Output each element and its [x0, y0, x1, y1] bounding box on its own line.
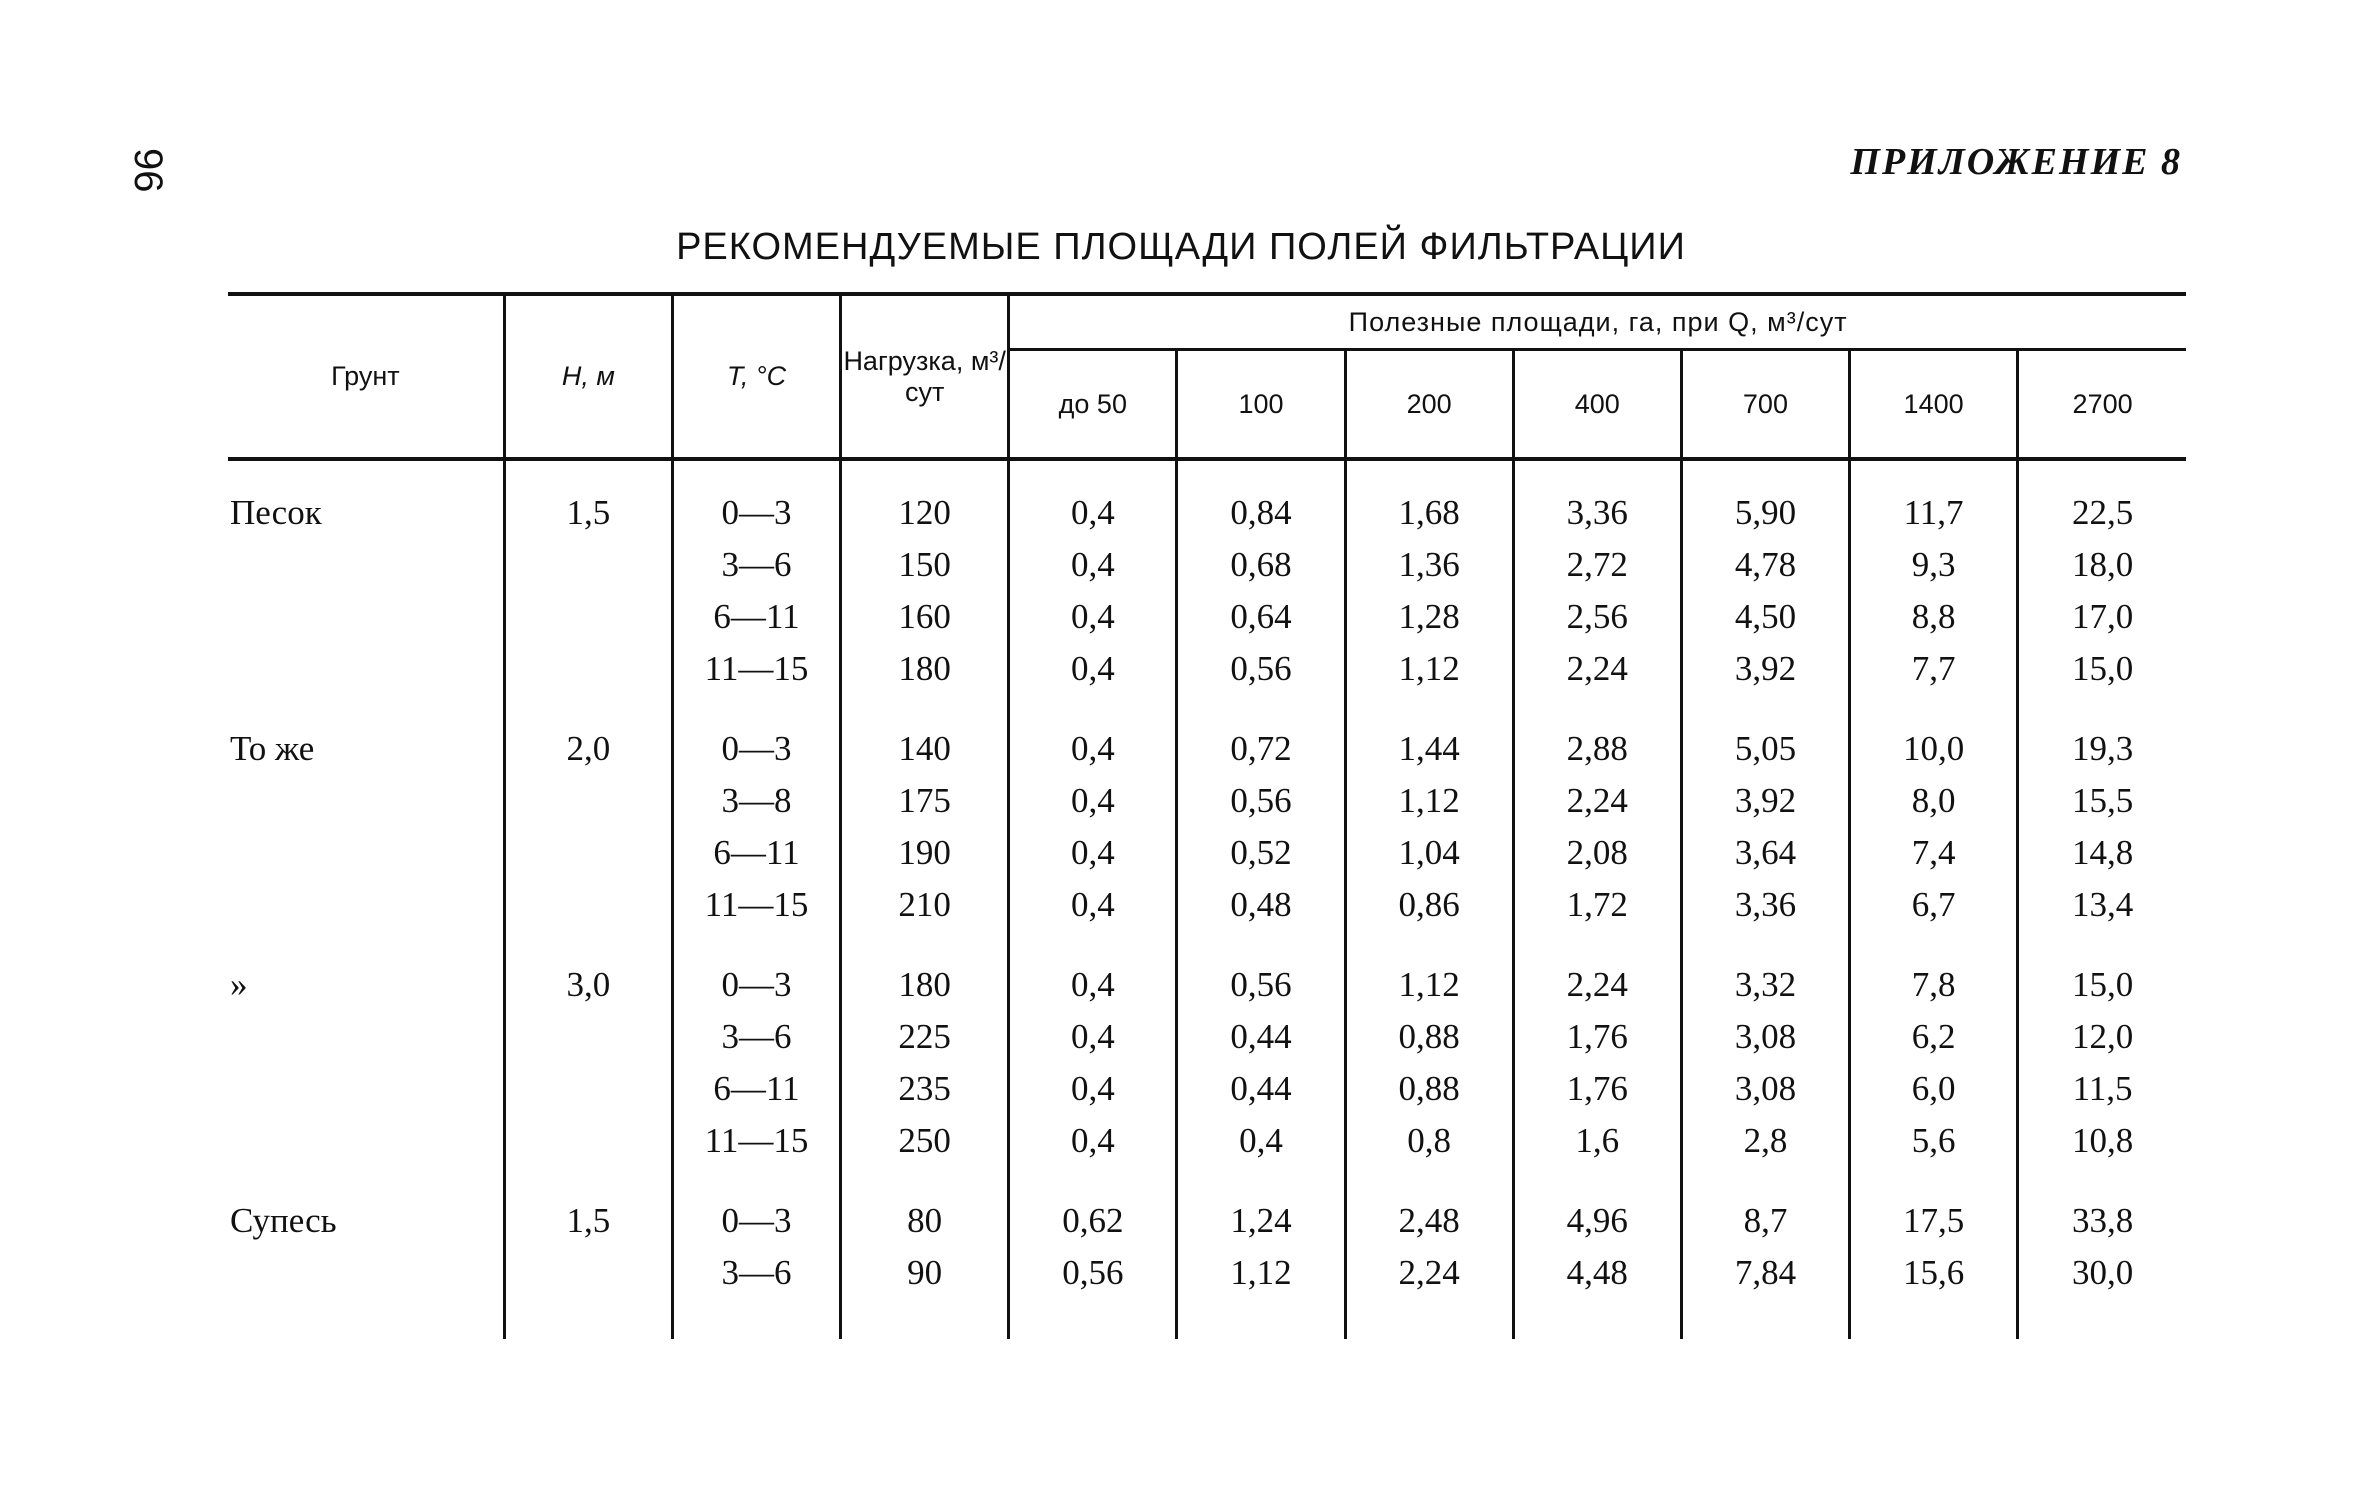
cell-temperature: 3—6	[672, 1247, 840, 1299]
spacer-cell	[841, 459, 1009, 487]
cell-area-400: 4,48	[1513, 1247, 1681, 1299]
cell-depth	[504, 879, 672, 931]
spacer-cell	[504, 1299, 672, 1339]
cell-area-до-50: 0,62	[1009, 1195, 1177, 1247]
header-flow-1: 100	[1177, 350, 1345, 460]
cell-area-до-50: 0,4	[1009, 1063, 1177, 1115]
cell-area-100: 0,84	[1177, 487, 1345, 539]
cell-area-до-50: 0,4	[1009, 775, 1177, 827]
spacer-cell	[841, 695, 1009, 723]
spacer-cell	[1009, 1299, 1177, 1339]
cell-load: 150	[841, 539, 1009, 591]
cell-load: 160	[841, 591, 1009, 643]
spacer-cell	[1345, 695, 1513, 723]
cell-area-400: 1,72	[1513, 879, 1681, 931]
table-row	[228, 1115, 2186, 1167]
cell-temperature: 3—6	[672, 1011, 840, 1063]
cell-area-1400: 5,6	[1850, 1115, 2018, 1167]
cell-soil	[228, 827, 504, 879]
cell-area-400: 2,72	[1513, 539, 1681, 591]
cell-area-700: 3,92	[1681, 643, 1849, 695]
cell-area-200: 1,12	[1345, 775, 1513, 827]
spacer-row	[228, 459, 2186, 487]
spacer-cell	[228, 1299, 504, 1339]
cell-load: 180	[841, 959, 1009, 1011]
filtration-fields-table	[228, 292, 2186, 1339]
table-body	[228, 459, 2186, 1339]
spacer-row	[228, 695, 2186, 723]
cell-soil	[228, 539, 504, 591]
cell-area-до-50: 0,4	[1009, 827, 1177, 879]
cell-load: 210	[841, 879, 1009, 931]
cell-temperature: 0—3	[672, 1195, 840, 1247]
cell-area-1400: 8,8	[1850, 591, 2018, 643]
cell-area-400: 1,6	[1513, 1115, 1681, 1167]
cell-depth	[504, 827, 672, 879]
cell-area-100: 0,56	[1177, 959, 1345, 1011]
cell-area-200: 1,44	[1345, 723, 1513, 775]
cell-depth: 2,0	[504, 723, 672, 775]
cell-temperature: 0—3	[672, 487, 840, 539]
cell-area-400: 2,24	[1513, 775, 1681, 827]
cell-area-1400: 7,4	[1850, 827, 2018, 879]
cell-area-700: 3,36	[1681, 879, 1849, 931]
cell-area-1400: 7,8	[1850, 959, 2018, 1011]
cell-area-200: 1,28	[1345, 591, 1513, 643]
cell-area-до-50: 0,4	[1009, 487, 1177, 539]
table-row	[228, 591, 2186, 643]
cell-area-2700: 12,0	[2018, 1011, 2186, 1063]
cell-area-до-50: 0,4	[1009, 1115, 1177, 1167]
cell-load: 225	[841, 1011, 1009, 1063]
cell-area-до-50: 0,4	[1009, 879, 1177, 931]
cell-area-400: 1,76	[1513, 1011, 1681, 1063]
cell-area-700: 3,64	[1681, 827, 1849, 879]
header-flow-0: до 50	[1009, 350, 1177, 460]
spacer-cell	[1009, 459, 1177, 487]
cell-soil	[228, 879, 504, 931]
table-row	[228, 487, 2186, 539]
cell-area-1400: 6,0	[1850, 1063, 2018, 1115]
spacer-cell	[1681, 1167, 1849, 1195]
table-row	[228, 959, 2186, 1011]
cell-temperature: 6—11	[672, 591, 840, 643]
table-title: РЕКОМЕНДУЕМЫЕ ПЛОЩАДИ ПОЛЕЙ ФИЛЬТРАЦИИ	[676, 226, 1686, 268]
spacer-cell	[2018, 931, 2186, 959]
cell-area-до-50: 0,4	[1009, 591, 1177, 643]
cell-area-2700: 15,5	[2018, 775, 2186, 827]
spacer-cell	[228, 1167, 504, 1195]
spacer-cell	[672, 1167, 840, 1195]
cell-area-200: 0,88	[1345, 1011, 1513, 1063]
cell-temperature: 0—3	[672, 959, 840, 1011]
spacer-cell	[228, 695, 504, 723]
spacer-cell	[1681, 459, 1849, 487]
cell-soil	[228, 775, 504, 827]
cell-area-2700: 15,0	[2018, 643, 2186, 695]
cell-area-400: 4,96	[1513, 1195, 1681, 1247]
table-row	[228, 539, 2186, 591]
cell-load: 90	[841, 1247, 1009, 1299]
cell-area-100: 1,12	[1177, 1247, 1345, 1299]
spacer-cell	[504, 1167, 672, 1195]
cell-load: 80	[841, 1195, 1009, 1247]
cell-area-200: 0,86	[1345, 879, 1513, 931]
cell-area-700: 3,32	[1681, 959, 1849, 1011]
spacer-row	[228, 1299, 2186, 1339]
cell-area-1400: 10,0	[1850, 723, 2018, 775]
page-number: 96	[126, 148, 170, 193]
cell-area-200: 0,8	[1345, 1115, 1513, 1167]
cell-area-до-50: 0,4	[1009, 1011, 1177, 1063]
cell-load: 250	[841, 1115, 1009, 1167]
cell-area-100: 1,24	[1177, 1195, 1345, 1247]
spacer-cell	[2018, 1167, 2186, 1195]
cell-depth: 1,5	[504, 1195, 672, 1247]
spacer-cell	[228, 459, 504, 487]
cell-area-2700: 22,5	[2018, 487, 2186, 539]
cell-area-1400: 9,3	[1850, 539, 2018, 591]
appendix-label: ПРИЛОЖЕНИЕ 8	[1850, 141, 2182, 183]
header-flow-6: 2700	[2018, 350, 2186, 460]
cell-load: 140	[841, 723, 1009, 775]
table-row	[228, 643, 2186, 695]
cell-area-400: 2,08	[1513, 827, 1681, 879]
cell-area-2700: 18,0	[2018, 539, 2186, 591]
cell-depth	[504, 1115, 672, 1167]
table-row	[228, 775, 2186, 827]
cell-depth	[504, 775, 672, 827]
spacer-cell	[1513, 459, 1681, 487]
cell-area-до-50: 0,4	[1009, 723, 1177, 775]
cell-depth	[504, 1011, 672, 1063]
cell-area-2700: 15,0	[2018, 959, 2186, 1011]
cell-temperature: 3—8	[672, 775, 840, 827]
cell-load: 175	[841, 775, 1009, 827]
cell-area-1400: 8,0	[1850, 775, 2018, 827]
table-row	[228, 879, 2186, 931]
cell-area-1400: 17,5	[1850, 1195, 2018, 1247]
spacer-cell	[672, 459, 840, 487]
cell-area-до-50: 0,4	[1009, 643, 1177, 695]
table-row	[228, 827, 2186, 879]
cell-area-100: 0,56	[1177, 775, 1345, 827]
cell-soil	[228, 1063, 504, 1115]
cell-area-2700: 33,8	[2018, 1195, 2186, 1247]
cell-load: 180	[841, 643, 1009, 695]
spacer-cell	[1177, 931, 1345, 959]
cell-area-400: 2,24	[1513, 959, 1681, 1011]
spacer-cell	[504, 459, 672, 487]
cell-soil: То же	[230, 729, 315, 768]
cell-load: 120	[841, 487, 1009, 539]
cell-area-1400: 6,2	[1850, 1011, 2018, 1063]
spacer-cell	[1681, 931, 1849, 959]
cell-soil	[228, 643, 504, 695]
cell-area-1400: 11,7	[1850, 487, 2018, 539]
cell-area-2700: 13,4	[2018, 879, 2186, 931]
table-row	[228, 1011, 2186, 1063]
cell-area-2700: 14,8	[2018, 827, 2186, 879]
cell-area-200: 1,36	[1345, 539, 1513, 591]
cell-area-400: 2,88	[1513, 723, 1681, 775]
cell-soil	[228, 1115, 504, 1167]
spacer-cell	[1345, 1167, 1513, 1195]
spacer-cell	[2018, 459, 2186, 487]
cell-area-200: 1,12	[1345, 959, 1513, 1011]
header-flow-4: 700	[1681, 350, 1849, 460]
cell-soil: Супесь	[230, 1201, 337, 1240]
cell-area-1400: 6,7	[1850, 879, 2018, 931]
cell-area-700: 3,08	[1681, 1063, 1849, 1115]
spacer-cell	[1177, 1167, 1345, 1195]
cell-soil: Песок	[230, 493, 322, 532]
cell-area-до-50: 0,4	[1009, 539, 1177, 591]
table-row	[228, 1195, 2186, 1247]
table-row	[228, 1247, 2186, 1299]
table-row	[228, 723, 2186, 775]
cell-soil	[228, 1011, 504, 1063]
cell-area-1400: 7,7	[1850, 643, 2018, 695]
spacer-cell	[1009, 931, 1177, 959]
spacer-row	[228, 931, 2186, 959]
spacer-cell	[1009, 695, 1177, 723]
cell-area-200: 2,24	[1345, 1247, 1513, 1299]
cell-area-400: 2,56	[1513, 591, 1681, 643]
header-soil: Грунт	[331, 361, 400, 391]
cell-area-700: 4,78	[1681, 539, 1849, 591]
spacer-cell	[1850, 459, 2018, 487]
cell-area-2700: 10,8	[2018, 1115, 2186, 1167]
cell-area-2700: 17,0	[2018, 591, 2186, 643]
cell-area-700: 5,90	[1681, 487, 1849, 539]
data-table	[228, 292, 2186, 1339]
cell-area-200: 1,68	[1345, 487, 1513, 539]
spacer-cell	[1513, 695, 1681, 723]
cell-area-200: 0,88	[1345, 1063, 1513, 1115]
header-flow-2: 200	[1345, 350, 1513, 460]
header-useful-areas: Полезные площади, га, при Q, м³/сут	[1009, 294, 2186, 350]
cell-temperature: 6—11	[672, 1063, 840, 1115]
spacer-cell	[1681, 695, 1849, 723]
cell-area-100: 0,44	[1177, 1063, 1345, 1115]
cell-area-700: 5,05	[1681, 723, 1849, 775]
spacer-cell	[1345, 459, 1513, 487]
cell-area-400: 2,24	[1513, 643, 1681, 695]
spacer-cell	[1009, 1167, 1177, 1195]
spacer-cell	[1681, 1299, 1849, 1339]
cell-temperature: 11—15	[672, 1115, 840, 1167]
spacer-cell	[1177, 459, 1345, 487]
table-row	[228, 1063, 2186, 1115]
cell-load: 235	[841, 1063, 1009, 1115]
spacer-row	[228, 1167, 2186, 1195]
spacer-cell	[1850, 695, 2018, 723]
spacer-cell	[1513, 931, 1681, 959]
spacer-cell	[841, 931, 1009, 959]
cell-area-2700: 19,3	[2018, 723, 2186, 775]
spacer-cell	[1345, 931, 1513, 959]
cell-area-400: 1,76	[1513, 1063, 1681, 1115]
spacer-cell	[1177, 695, 1345, 723]
spacer-cell	[1177, 1299, 1345, 1339]
cell-depth	[504, 591, 672, 643]
cell-soil: »	[230, 965, 248, 1004]
spacer-cell	[1850, 931, 2018, 959]
cell-area-100: 0,68	[1177, 539, 1345, 591]
cell-area-100: 0,48	[1177, 879, 1345, 931]
cell-area-200: 2,48	[1345, 1195, 1513, 1247]
header-flow-5: 1400	[1850, 350, 2018, 460]
spacer-cell	[1513, 1167, 1681, 1195]
cell-area-до-50: 0,56	[1009, 1247, 1177, 1299]
cell-temperature: 11—15	[672, 643, 840, 695]
cell-soil	[228, 591, 504, 643]
cell-depth	[504, 539, 672, 591]
cell-area-700: 2,8	[1681, 1115, 1849, 1167]
cell-area-700: 3,92	[1681, 775, 1849, 827]
header-flow-3: 400	[1513, 350, 1681, 460]
spacer-cell	[841, 1167, 1009, 1195]
spacer-cell	[1850, 1299, 2018, 1339]
cell-area-до-50: 0,4	[1009, 959, 1177, 1011]
spacer-cell	[672, 695, 840, 723]
cell-depth	[504, 1063, 672, 1115]
cell-depth: 3,0	[504, 959, 672, 1011]
cell-area-700: 8,7	[1681, 1195, 1849, 1247]
cell-soil	[228, 1247, 504, 1299]
cell-area-1400: 15,6	[1850, 1247, 2018, 1299]
spacer-cell	[228, 931, 504, 959]
cell-area-700: 3,08	[1681, 1011, 1849, 1063]
cell-depth: 1,5	[504, 487, 672, 539]
spacer-cell	[504, 931, 672, 959]
spacer-cell	[672, 931, 840, 959]
cell-area-100: 0,44	[1177, 1011, 1345, 1063]
spacer-cell	[1345, 1299, 1513, 1339]
spacer-cell	[2018, 1299, 2186, 1339]
cell-temperature: 6—11	[672, 827, 840, 879]
cell-area-700: 4,50	[1681, 591, 1849, 643]
spacer-cell	[672, 1299, 840, 1339]
cell-area-2700: 11,5	[2018, 1063, 2186, 1115]
cell-area-100: 0,64	[1177, 591, 1345, 643]
spacer-cell	[1513, 1299, 1681, 1339]
cell-area-100: 0,4	[1177, 1115, 1345, 1167]
spacer-cell	[1850, 1167, 2018, 1195]
cell-temperature: 3—6	[672, 539, 840, 591]
cell-area-100: 0,56	[1177, 643, 1345, 695]
header-load: Нагрузка, м³/сут	[841, 294, 1009, 459]
cell-area-200: 1,12	[1345, 643, 1513, 695]
cell-area-100: 0,72	[1177, 723, 1345, 775]
spacer-cell	[841, 1299, 1009, 1339]
table-header	[228, 294, 2186, 459]
header-temperature: T, °С	[672, 294, 840, 459]
spacer-cell	[2018, 695, 2186, 723]
cell-temperature: 0—3	[672, 723, 840, 775]
header-depth: H, м	[504, 294, 672, 459]
cell-depth	[504, 643, 672, 695]
cell-area-200: 1,04	[1345, 827, 1513, 879]
cell-temperature: 11—15	[672, 879, 840, 931]
cell-area-100: 0,52	[1177, 827, 1345, 879]
cell-depth	[504, 1247, 672, 1299]
cell-area-2700: 30,0	[2018, 1247, 2186, 1299]
cell-area-700: 7,84	[1681, 1247, 1849, 1299]
cell-area-400: 3,36	[1513, 487, 1681, 539]
spacer-cell	[504, 695, 672, 723]
cell-load: 190	[841, 827, 1009, 879]
